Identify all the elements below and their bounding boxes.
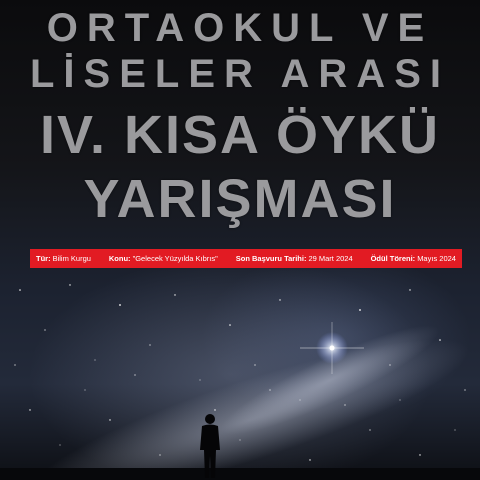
title-line-4: YARIŞMASI: [83, 169, 397, 229]
title-line-2: LİSELER ARASI: [30, 52, 450, 96]
info-genre-value: Bilim Kurgu: [52, 254, 91, 263]
title-line-1: ORTAOKUL VE: [46, 6, 434, 50]
info-ceremony-value: Mayıs 2024: [417, 254, 456, 263]
info-deadline-label: Son Başvuru Tarihi:: [235, 254, 307, 263]
title-line-3: IV. KISA ÖYKÜ: [39, 105, 441, 165]
info-bar: [30, 249, 462, 268]
info-deadline-value: 29 Mart 2024: [308, 254, 353, 263]
info-deadline: [236, 254, 353, 263]
silhouette-person-icon: [196, 412, 224, 480]
info-topic: [109, 254, 218, 263]
info-ceremony: [371, 254, 456, 263]
info-genre: [36, 254, 91, 263]
starry-sky-image: [0, 270, 480, 480]
info-genre-label: Tür:: [36, 254, 51, 263]
info-ceremony-label: Ödül Töreni:: [370, 254, 416, 263]
info-topic-label: Konu:: [108, 254, 131, 263]
info-topic-value: "Gelecek Yüzyılda Kıbrıs": [132, 254, 218, 263]
